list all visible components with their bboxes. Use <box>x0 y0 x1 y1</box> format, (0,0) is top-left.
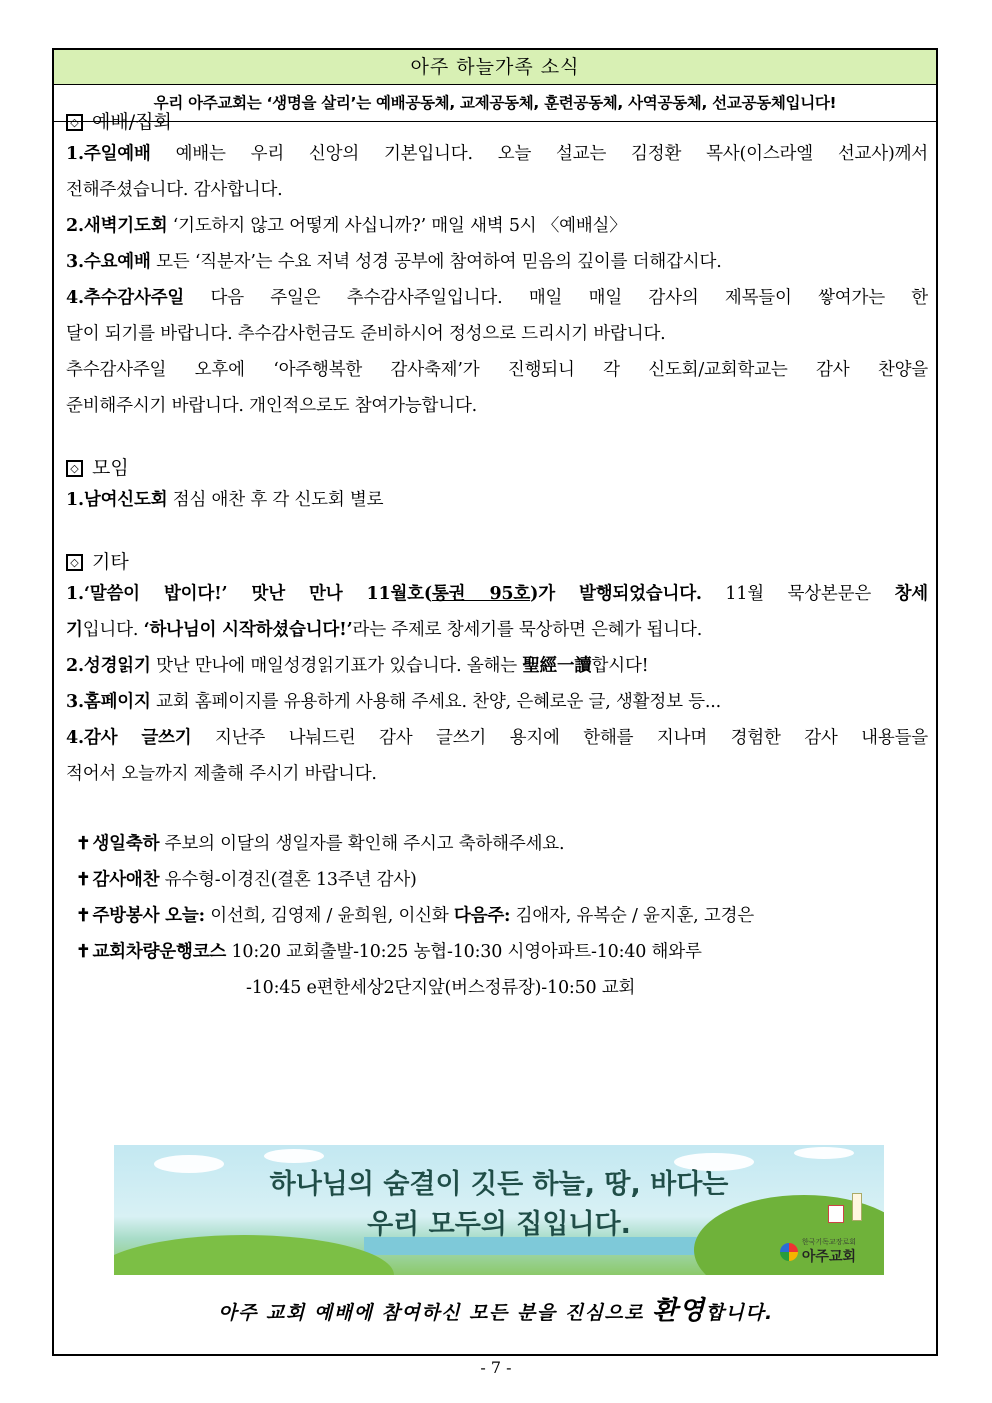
notice-bus <box>66 934 928 970</box>
word-line2-d: 라는 주제로 창세기를 묵상하면 은혜가 됩니다. <box>352 620 703 640</box>
worship-thanks-line-3: 추수감사주일 오후에 ‘아주행복한 감사축제’가 진행되니 각 신도회/교회학교는 감사 찬양을 <box>66 360 928 380</box>
worship-thanks-line-2: 달이 되기를 바랍니다. 추수감사헌금도 준비하시어 정성으로 드리시기 바랍니다. <box>66 324 666 344</box>
bible-label: 2.성경읽기 <box>66 656 151 676</box>
worship-wed-line <box>66 244 928 280</box>
banner-image <box>114 1145 884 1275</box>
welcome-part1: 아주 교회 예배에 참여하신 모든 분을 진심으로 <box>218 1302 653 1324</box>
birthday-label: 생일축하 <box>92 834 160 854</box>
notice-meal <box>66 862 928 898</box>
section-heading-worship <box>66 108 928 136</box>
section-heading-text: 예배/집회 <box>92 111 172 133</box>
notice-kitchen <box>66 898 928 934</box>
home-text: 교회 홈페이지를 유용하게 사용해 주세요. 찬양, 은혜로운 글, 생활정보 등... <box>150 692 721 712</box>
diamond-box-icon: ◇ <box>66 554 83 571</box>
word-line2-a: 기 <box>66 620 83 640</box>
thanks-text: 다음 주일은 추수감사주일입니다. 매일 매일 감사의 제목들이 쌓여가는 한 <box>184 288 928 308</box>
word-part3: 11월 묵상본문은 <box>701 584 895 604</box>
notice-bus-line-2: -10:45 e편한세상2단지앞(버스정류장)-10:50 교회 <box>246 978 636 998</box>
kitchen-next-label: 다음주: <box>453 906 511 926</box>
cross-icon: ✝ <box>76 870 91 890</box>
page-subtitle: 우리 아주교회는 ‘생명을 살리’는 예배공동체, 교제공동체, 훈련공동체, 사역공동체, 선교공동체입니다! <box>54 85 936 122</box>
welcome-message <box>0 1290 992 1327</box>
section-heading-etc <box>66 548 928 576</box>
page-title: 아주 하늘가족 소식 <box>54 50 936 85</box>
etc-write-line <box>66 720 928 756</box>
etc-write-line-2: 적어서 오늘까지 제출해 주시기 바랍니다. <box>66 764 377 784</box>
cross-icon: ✝ <box>76 942 91 962</box>
sunday-label: 1.주일예배 <box>66 144 151 164</box>
banner-text <box>114 1165 884 1245</box>
dawn-label: 2.새벽기도회 <box>66 216 168 236</box>
word-part1: 1.‘말씀이 밥이다!’ 맛난 만나 11월호( <box>66 584 432 604</box>
worship-sunday-line <box>66 136 928 172</box>
meeting-group-line <box>66 482 928 518</box>
word-line2-c: ‘하나님이 시작하셨습니다!’ <box>143 620 353 640</box>
kitchen-label: 주방봉사 오늘: <box>92 906 205 926</box>
welcome-big: 환영 <box>652 1296 706 1326</box>
bible-text: 맛난 만나에 매일성경읽기표가 있습니다. 올해는 <box>150 656 523 676</box>
worship-thanks-line <box>66 280 928 316</box>
worship-dawn-line <box>66 208 928 244</box>
bus-text-1: 10:20 교회출발-10:25 농협-10:30 시영아파트-10:40 해와루 <box>226 942 702 962</box>
banner-line-2: 우리 모두의 집입니다. <box>367 1209 631 1240</box>
welcome-part2: 합니다. <box>705 1302 774 1324</box>
bible-bold: 聖經一讀 <box>522 656 592 676</box>
word-underline: 통권 95호 <box>431 584 531 604</box>
group-label: 1.남여신도회 <box>66 490 168 510</box>
etc-word-line-2 <box>66 612 928 648</box>
etc-word-line <box>66 576 928 612</box>
diamond-box-icon: ◇ <box>66 114 83 131</box>
notice-birthday <box>66 826 928 862</box>
word-part2: )가 발행되었습니다. <box>530 584 702 604</box>
cross-icon: ✝ <box>76 906 91 926</box>
logo-small-text: 한국기독교장로회 <box>801 1238 856 1246</box>
wed-label: 3.수요예배 <box>66 252 151 272</box>
diamond-box-icon: ◇ <box>66 460 83 477</box>
word-bold-end: 창세 <box>894 584 929 604</box>
logo-name: 아주교회 <box>801 1249 856 1265</box>
bus-label: 교회차량운행코스 <box>92 942 227 962</box>
church-logo <box>780 1238 856 1265</box>
bible-end: 합시다! <box>591 656 649 676</box>
section-heading-text: 기타 <box>92 551 129 573</box>
home-label: 3.홈페이지 <box>66 692 151 712</box>
cross-icon: ✝ <box>76 834 91 854</box>
kitchen-today: 이선희, 김영제 / 윤희원, 이신화 <box>204 906 454 926</box>
thanks-label: 4.추수감사주일 <box>66 288 185 308</box>
content <box>66 108 928 1006</box>
group-text: 점심 애찬 후 각 신도회 별로 <box>167 490 384 510</box>
wed-text: 모든 ‘직분자’는 수요 저녁 성경 공부에 참여하여 믿음의 깊이를 더해갑시다. <box>150 252 722 272</box>
kitchen-next: 김애자, 유복순 / 윤지훈, 고경은 <box>510 906 754 926</box>
banner-line-1: 하나님의 숨결이 깃든 하늘, 땅, 바다는 <box>269 1169 729 1200</box>
dawn-text: ‘기도하지 않고 어떻게 사십니까?’ 매일 새벽 5시 〈예배실〉 <box>167 216 627 236</box>
etc-home-line <box>66 684 928 720</box>
worship-thanks-line-4: 준비해주시기 바랍니다. 개인적으로도 참여가능합니다. <box>66 396 478 416</box>
write-text-1: 지난주 나눠드린 감사 글쓰기 용지에 한해를 지나며 경험한 감사 내용들을 <box>191 728 928 748</box>
church-logo-icon <box>780 1243 798 1261</box>
page-number: - 7 - <box>480 1358 512 1377</box>
word-line2-b: 입니다. <box>82 620 144 640</box>
sunday-text: 예배는 우리 신앙의 기본입니다. 오늘 설교는 김정환 목사(이스라엘 선교사)께서 <box>150 144 928 164</box>
write-label: 4.감사 글쓰기 <box>66 728 192 748</box>
etc-bible-line <box>66 648 928 684</box>
section-heading-meeting <box>66 454 928 482</box>
section-heading-text: 모임 <box>92 457 129 479</box>
birthday-text: 주보의 이달의 생일자를 확인해 주시고 축하해주세요. <box>159 834 565 854</box>
meal-text: 유수형-이경진(결혼 13주년 감사) <box>159 870 417 890</box>
worship-sunday-line-2: 전해주셨습니다. 감사합니다. <box>66 180 283 200</box>
meal-label: 감사애찬 <box>92 870 160 890</box>
